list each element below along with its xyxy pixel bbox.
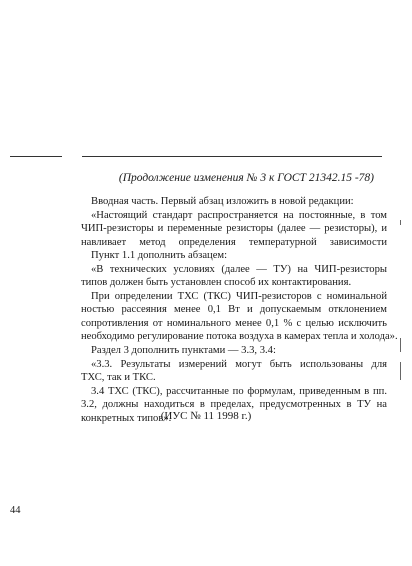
text-line: типов должен быть установлен способ их контактирования. xyxy=(81,277,352,289)
text-line: 3.2, должны находиться в пределах, предусмотренных в ТУ на xyxy=(81,399,387,411)
text-line: «В технических условиях (далее — ТУ) на ЧИП-резисторы xyxy=(91,263,387,275)
text-line: 3.4 ТХС (ТКС), рассчитанные по формулам, приведенным в пп. xyxy=(91,385,387,397)
scan-margin-mark xyxy=(400,220,401,225)
scan-margin-mark xyxy=(400,362,401,380)
text-line: При определении ТХС (ТКС) ЧИП-резисторов с номинальной xyxy=(91,290,387,302)
header-rule-short xyxy=(10,156,62,157)
text-line: ЧИП-резисторы и переменные резисторы (далее — резисторы), и xyxy=(81,223,387,235)
scan-margin-mark xyxy=(400,338,401,352)
text-line: ностью рассеяния менее 0,1 Вт и допускаемым отклонением xyxy=(81,304,387,316)
text-line: Раздел 3 дополнить пунктами — 3.3, 3.4: xyxy=(91,345,276,357)
text-line: навливает метод определения температурной зависимости xyxy=(81,236,387,248)
text-line: Пункт 1.1 дополнить абзацем: xyxy=(91,250,228,262)
text-line: «3.3. Результаты измерений могут быть использованы для xyxy=(91,358,387,370)
header-rule-long xyxy=(82,156,382,157)
body-text xyxy=(81,195,398,425)
text-line: Вводная часть. Первый абзац изложить в новой редакции: xyxy=(91,196,354,207)
running-head: (Продолжение изменения № 3 к ГОСТ 21342.15 -78) xyxy=(118,172,374,184)
text-line: ТХС, так и ТКС. xyxy=(81,372,156,384)
page-number: 44 xyxy=(10,505,21,516)
text-line: «Настоящий стандарт распространяется на постоянные, в том xyxy=(91,209,387,221)
source-reference: (ИУС № 11 1998 г.) xyxy=(160,410,252,422)
text-line: необходимо регулирование потока воздуха в камерах тепла и холода». xyxy=(81,331,398,343)
text-line: сопротивления от номинального менее 0,1 % с целью исключить xyxy=(81,317,387,329)
text-line: конкретных типов». xyxy=(81,412,172,424)
